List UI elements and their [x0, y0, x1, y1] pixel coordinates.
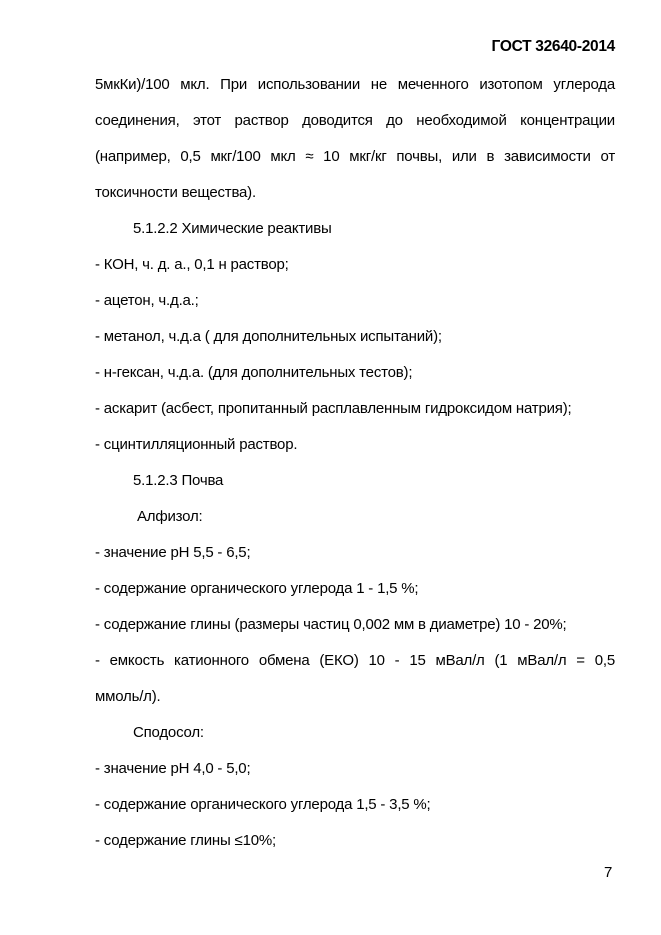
list-item: - содержание органического углерода 1 - 1,5 %; — [95, 580, 419, 597]
page-body — [95, 67, 615, 859]
list-item: - метанол, ч.д.а ( для дополнительных испытаний); — [95, 328, 442, 345]
list-item: - аскарит (асбест, пропитанный расплавленным гидроксидом натрия); — [95, 400, 572, 417]
section-heading-soil: 5.1.2.3 Почва — [133, 472, 224, 489]
list-item: - емкость катионного обмена (ЕКО) 10 - 15 мВал/л (1 мВал/л = 0,5 — [95, 652, 615, 669]
list-item: - н-гексан, ч.д.а. (для дополнительных тестов); — [95, 364, 413, 381]
list-item: - значение pH 4,0 - 5,0; — [95, 760, 251, 777]
list-item-continuation: ммоль/л). — [95, 688, 161, 705]
paragraph-line: токсичности вещества). — [95, 184, 256, 201]
section-heading-reagents: 5.1.2.2 Химические реактивы — [133, 220, 332, 237]
list-item: - ацетон, ч.д.а.; — [95, 292, 199, 309]
soil-type-title-spodosol: Сподосол: — [133, 724, 204, 741]
paragraph-line: 5мкКи)/100 мкл. При использовании не меченного изотопом углерода — [95, 76, 615, 93]
list-item: - содержание глины (размеры частиц 0,002 мм в диаметре) 10 - 20%; — [95, 616, 567, 633]
list-item: - сцинтилляционный раствор. — [95, 436, 298, 453]
list-item: - содержание органического углерода 1,5 - 3,5 %; — [95, 796, 431, 813]
list-item: - содержание глины ≤10%; — [95, 832, 276, 849]
paragraph-line: соединения, этот раствор доводится до необходимой концентрации — [95, 112, 615, 129]
paragraph-line: (например, 0,5 мкг/100 мкл ≈ 10 мкг/кг почвы, или в зависимости от — [95, 148, 615, 165]
page-number: 7 — [604, 864, 613, 881]
soil-type-title-alfisol: Алфизол: — [137, 508, 203, 525]
list-item: - КОН, ч. д. а., 0,1 н раствор; — [95, 256, 289, 273]
document-code-header: ГОСТ 32640-2014 — [491, 38, 615, 55]
list-item: - значение pH 5,5 - 6,5; — [95, 544, 251, 561]
